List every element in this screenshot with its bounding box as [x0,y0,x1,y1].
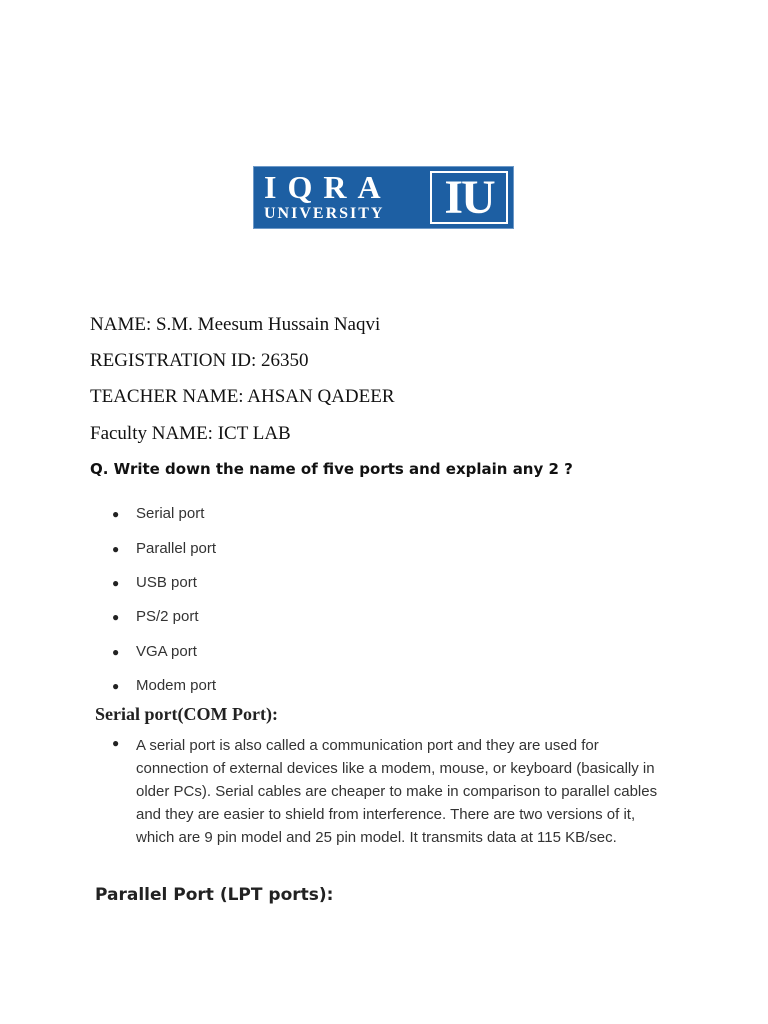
university-logo [253,166,514,229]
bullet-icon: ● [112,679,120,693]
bullet-icon: ● [112,645,120,659]
bullet-icon: ● [112,576,120,590]
bullet-icon: ● [112,610,120,624]
serial-port-text: A serial port is also called a communication port and they are used for connection of external devices like a modem, mouse, or keyboard (basically in older PCs). Serial cables are cheaper to make in comparison to parallel cables and they are easier to shield from interference. There are two versions of it, which are 9 pin model and 25 pin model. It transmits data at 115 KB/sec. [136,737,658,846]
list-item: ● VGA port [112,643,197,660]
serial-port-heading: Serial port(COM Port): [95,704,278,724]
question-heading: Q. Write down the name of five ports and explain any 2 ? [90,460,573,478]
logo-subtitle: UNIVERSITY [264,205,385,222]
faculty-name: Faculty NAME: ICT LAB [90,423,291,444]
bullet-icon: ● [112,736,120,750]
list-item: ● Parallel port [112,540,217,557]
parallel-port-heading: Parallel Port (LPT ports): [95,885,334,905]
list-item: ● Modem port [112,677,217,694]
list-item: ● Serial port [112,505,205,522]
student-name: NAME: S.M. Meesum Hussain Naqvi [90,314,381,335]
logo-iu-mark: IU [430,171,508,224]
list-item: ● USB port [112,574,197,591]
list-item: ● PS/2 port [112,608,199,625]
registration-id: REGISTRATION ID: 26350 [90,350,309,371]
serial-port-description [112,734,672,849]
bullet-icon: ● [112,542,120,556]
teacher-name: TEACHER NAME: AHSAN QADEER [90,386,395,407]
bullet-icon: ● [112,507,120,521]
logo-wordmark: IQRA [264,169,392,205]
